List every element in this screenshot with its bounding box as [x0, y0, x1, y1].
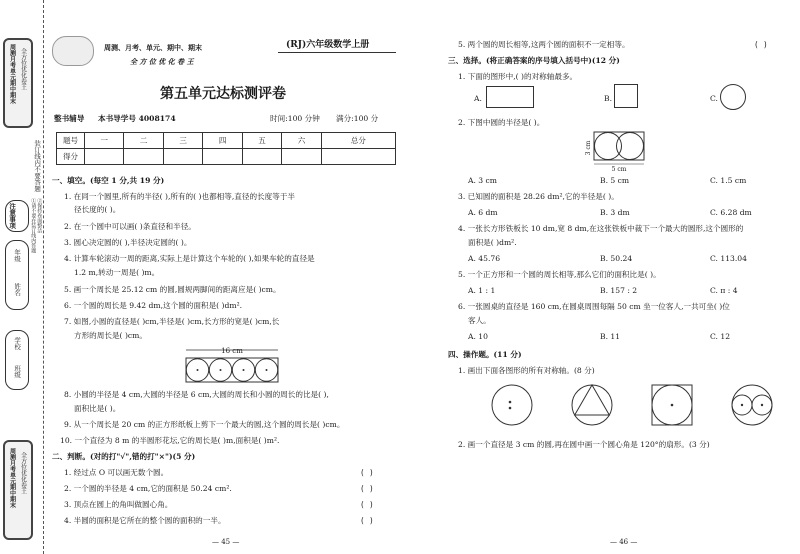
school-label: 学校 [13, 337, 22, 350]
rectangle-shape [486, 86, 534, 108]
choice-5-option-a: A. 1 : 1 [468, 286, 496, 295]
score-input[interactable] [85, 149, 124, 165]
choice-4a: 4. 一张长方形铁板长 10 dm,宽 8 dm,在这张铁板中裁下一个最大的圆形,这个圆形的 [458, 224, 744, 233]
question-8a: 8. 小圆的半径是 4 cm,大圆的半径是 6 cm,大圆的周长和小圆的周长的比是( ), [64, 390, 329, 399]
grade-label: 年级 [13, 249, 22, 262]
header-rule [278, 52, 396, 53]
choice-2-option-a: A. 3 cm [468, 176, 498, 185]
tutor-label: 整书辅导 [54, 114, 85, 123]
grade-name-box [5, 240, 29, 310]
score-table-score-row [57, 149, 396, 165]
exam-time: 时间:100 分钟 [270, 114, 320, 123]
brand-badge-top [3, 38, 33, 128]
school-class-box [5, 330, 29, 390]
score-cell: 六 [282, 133, 321, 149]
section-fill-title: 一、填空。(每空 1 分,共 19 分) [52, 176, 165, 185]
score-cell: 得分 [57, 149, 85, 165]
square-shape [614, 84, 638, 108]
question-1a: 1. 在同一个圆里,所有的半径( ),所有的( )也都相等,直径的长度等于半 [64, 192, 296, 201]
answer-paren[interactable]: ( ) [360, 516, 374, 525]
brand-badge-bottom [3, 440, 33, 540]
rule-1: ①请不要在装订线内答题 [30, 198, 37, 253]
judge-5: 5. 两个圆的周长相等,这两个圆的面积不一定相等。 [458, 40, 630, 49]
section-choice-title: 三、选择。(将正确答案的序号填入括号中)(12 分) [448, 56, 620, 65]
choice-1-option-c: C. [710, 94, 718, 103]
fig-length-label: 16 cm [221, 347, 243, 355]
answer-paren[interactable]: ( ) [754, 40, 768, 49]
logo-icon [52, 36, 94, 66]
score-table-header-row [57, 133, 396, 149]
brand-text-bottom: 周测月考单元期中期末 [8, 448, 16, 508]
judge-4: 4. 半圆的面积是它所在的整个圆的面积的一半。 [64, 516, 226, 525]
rule-2: ②保持卷面整洁 [36, 198, 43, 233]
full-score: 满分:100 分 [336, 114, 379, 123]
question-8b: 面积比是( )。 [74, 404, 121, 413]
section-operation-title: 四、操作题。(11 分) [448, 350, 522, 359]
question-7a: 7. 如图,小圆的直径是( )cm,半径是( )cm,长方形的宽是( )cm,长 [64, 317, 280, 326]
score-input[interactable] [282, 149, 321, 165]
section-judge-title: 二、判断。(对的打"√",错的打"×")(5 分) [52, 452, 196, 461]
series-tags: 周测、月考、单元、期中、期末 [104, 43, 202, 52]
answer-paren[interactable]: ( ) [360, 500, 374, 509]
score-cell: 四 [203, 133, 242, 149]
choice-5: 5. 一个正方形和一个圆的周长相等,那么它们的面积比是( )。 [458, 270, 661, 279]
choice-2: 2. 下图中圆的半径是( )。 [458, 118, 545, 127]
page-title: 第五单元达标测评卷 [160, 86, 286, 102]
choice-4b: 面积是( )dm². [468, 238, 517, 247]
class-label: 班级 [13, 365, 22, 378]
four-circles-figure [182, 344, 282, 386]
choice-1-option-a: A. [474, 94, 482, 103]
choice-1: 1. 下面的图形中,( )的对称轴最多。 [458, 72, 578, 81]
judge-1: 1. 经过点 O 可以画无数个圆。 [64, 468, 169, 477]
choice-6-option-c: C. 12 [710, 332, 731, 341]
choice-6-option-b: B. 11 [600, 332, 621, 341]
choice-4-option-a: A. 45.76 [468, 254, 501, 263]
choice-6b: 客人。 [468, 316, 491, 325]
score-cell: 总分 [321, 133, 395, 149]
choice-4-option-c: C. 113.04 [710, 254, 747, 263]
answer-paren[interactable]: ( ) [360, 484, 374, 493]
book-title: (RJ)六年级数学上册 [286, 40, 370, 50]
choice-5-option-b: B. 157 : 2 [600, 286, 638, 295]
choice-3-option-c: C. 6.28 dm [710, 208, 752, 217]
fig-3cm-label: 3 cm [585, 140, 592, 156]
name-label: 姓名 [13, 283, 22, 296]
choice-6a: 6. 一张圆桌的直径是 160 cm,在圆桌周围每隔 50 cm 坐一位客人,一共可坐( )位 [458, 302, 730, 311]
page-number-46: — 46 — [610, 538, 638, 546]
score-cell: 五 [242, 133, 281, 149]
question-4b: 1.2 m,转动一周是( )m。 [74, 268, 160, 277]
choice-5-option-c: C. π : 4 [710, 286, 738, 295]
question-7b: 方形的周长是( )cm。 [74, 331, 147, 340]
binding-note: 装订线内不要答题 [33, 140, 42, 192]
question-9: 9. 从一个周长是 20 cm 的正方形纸板上剪下一个最大的圆,这个圆的周长是( )cm。 [64, 420, 345, 429]
binding-strip [0, 0, 44, 554]
notice-box [5, 200, 29, 232]
score-cell: 题号 [57, 133, 85, 149]
score-input[interactable] [321, 149, 395, 165]
brand-text: 周测月考单元期中期末 [8, 44, 16, 104]
score-input[interactable] [163, 149, 202, 165]
score-cell: 三 [163, 133, 202, 149]
choice-3-option-b: B. 3 dm [600, 208, 630, 217]
question-10: 10. 一个直径为 8 m 的半圆形花坛,它的周长是( )m,面积是( )m². [60, 436, 280, 445]
question-6: 6. 一个圆的周长是 9.42 dm,这个圆的面积是( )dm². [64, 301, 243, 310]
score-input[interactable] [242, 149, 281, 165]
choice-3: 3. 已知圆的面积是 28.26 dm²,它的半径是( )。 [458, 192, 619, 201]
score-table [56, 132, 396, 165]
judge-3: 3. 顶点在圆上的角叫做圆心角。 [64, 500, 173, 509]
brand-slogan: 全方位优化卷王 [19, 48, 27, 90]
circle-shape [720, 84, 746, 110]
score-cell: 二 [124, 133, 163, 149]
fig-5cm-label: 5 cm [611, 166, 627, 172]
symmetry-figures [490, 380, 780, 430]
choice-2-option-b: B. 5 cm [600, 176, 630, 185]
score-cell: 一 [85, 133, 124, 149]
question-4a: 4. 计算车轮滚动一周的距离,实际上是计算这个车轮的( ),如果车轮的直径是 [64, 254, 315, 263]
answer-paren[interactable]: ( ) [360, 468, 374, 477]
page-45 [48, 0, 400, 554]
choice-1-option-b: B. [604, 94, 612, 103]
score-input[interactable] [124, 149, 163, 165]
notice-title: 注意事项 [8, 203, 17, 229]
guide-number: 本书导学号 4008174 [98, 114, 176, 123]
page-number-45: — 45 — [212, 538, 240, 546]
score-input[interactable] [203, 149, 242, 165]
operation-1: 1. 画出下面各图形的所有对称轴。(8 分) [458, 366, 595, 375]
page-46 [440, 0, 798, 554]
choice-4-option-b: B. 50.24 [600, 254, 633, 263]
question-5: 5. 画一个周长是 25.12 cm 的圆,圆规两脚间的距离应是( )cm。 [64, 285, 281, 294]
question-1b: 径长度的( )。 [74, 205, 121, 214]
question-3: 3. 圆心决定圆的( ),半径决定圆的( )。 [64, 238, 192, 247]
choice-3-option-a: A. 6 dm [468, 208, 498, 217]
question-2: 2. 在一个圆中可以画( )条直径和半径。 [64, 222, 196, 231]
choice-6-option-a: A. 10 [468, 332, 488, 341]
two-circles-rect-figure [580, 128, 660, 172]
choice-2-option-c: C. 1.5 cm [710, 176, 747, 185]
slogan: 全 方 位 优 化 卷 王 [130, 57, 194, 66]
brand-slogan-bottom: 全方位优化卷王 [19, 452, 27, 494]
operation-2: 2. 画一个直径是 3 cm 的圆,再在圆中画一个圆心角是 120°的扇形。(3 分) [458, 440, 710, 449]
judge-2: 2. 一个圆的半径是 4 cm,它的面积是 50.24 cm². [64, 484, 232, 493]
